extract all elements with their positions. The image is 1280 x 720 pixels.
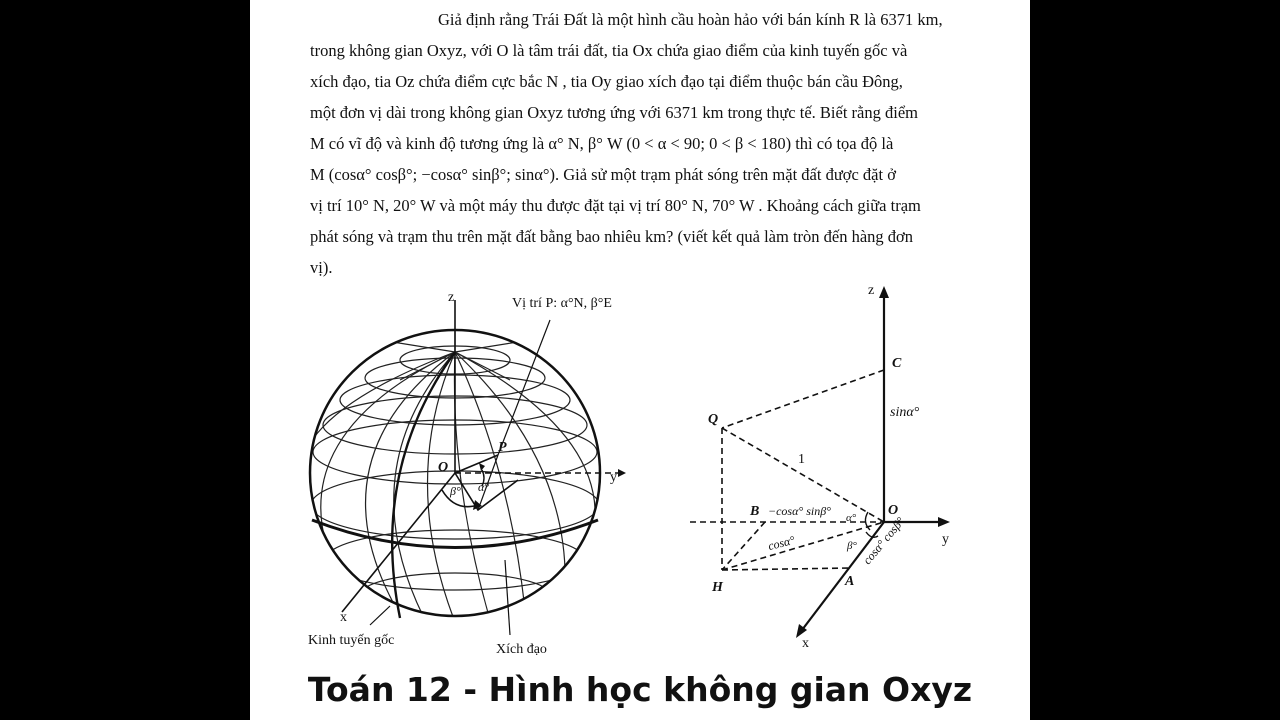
page-title: Toán 12 - Hình học không gian Oxyz: [307, 670, 973, 709]
diagram-b-label: B: [750, 504, 760, 519]
neg-cos-sin-label: −cosα° sinβ°: [768, 504, 831, 518]
diagram-beta-label: β°: [847, 540, 857, 552]
problem-line: một đơn vị dài trong không gian Oxyz tương ứng với 6371 km trong thực tế. Biết rằng điểm: [310, 103, 918, 122]
globe-position-label: Vị trí P: α°N, β°E: [512, 296, 612, 311]
cos-cos-label: cosα° cosβ°: [860, 514, 908, 567]
globe-y-label: y: [610, 470, 617, 485]
diagram-q-label: Q: [708, 412, 719, 427]
diagram-a-label: A: [845, 574, 855, 589]
globe-beta-label: β°: [450, 484, 461, 498]
diagram-h-label: H: [712, 580, 723, 595]
problem-line: vị).: [310, 258, 333, 277]
globe-x-label: x: [340, 610, 347, 625]
diagram-z-label: z: [868, 283, 875, 298]
document-page: [250, 0, 1030, 720]
diagram-alpha-label: α°: [846, 512, 857, 524]
globe-alpha-label: α°: [478, 480, 490, 494]
diagram-c-label: C: [892, 356, 902, 371]
problem-line: M (cosα° cosβ°; −cosα° sinβ°; sinα°). Giả sử một trạm phát sóng trên mặt đất được đặt ở: [310, 165, 896, 184]
prime-meridian-caption: Kinh tuyến gốc: [308, 633, 395, 648]
cos-alpha-label: cosα°: [766, 532, 797, 554]
diagram-x-label: x: [802, 636, 809, 651]
diagram-x-axis: [802, 522, 884, 630]
sin-alpha-label: sinα°: [890, 405, 920, 420]
problem-line: trong không gian Oxyz, với O là tâm trái đất, tia Ox chứa giao điểm của kinh tuyến gốc và: [310, 41, 908, 60]
problem-line: M có vĩ độ và kinh độ tương ứng là α° N, β° W (0 < α < 90; 0 < β < 180) thì có tọa độ là: [310, 134, 894, 153]
diagram-y-label: y: [942, 532, 949, 547]
globe-p-label: P: [498, 440, 507, 455]
axes-diagram: [250, 0, 1030, 720]
globe-o-label: O: [438, 460, 449, 475]
globe-z-label: z: [448, 290, 455, 305]
problem-line: Giả định rằng Trái Đất là một hình cầu hoàn hảo với bán kính R là 6371 km,: [438, 10, 943, 29]
diagram-one-label: 1: [798, 452, 805, 467]
diagram-o-label: O: [888, 503, 899, 518]
problem-line: vị trí 10° N, 20° W và một máy thu được đặt tại vị trí 80° N, 70° W . Khoảng cách giữa trạm: [310, 196, 921, 215]
problem-line: xích đạo, tia Oz chứa điểm cực bắc N , tia Oy giao xích đạo tại điểm thuộc bán cầu Đông,: [310, 72, 903, 91]
problem-line: phát sóng và trạm thu trên mặt đất bằng bao nhiêu km? (viết kết quả làm tròn đến hàng đơn: [310, 227, 914, 246]
equator-caption: Xích đạo: [496, 642, 547, 657]
